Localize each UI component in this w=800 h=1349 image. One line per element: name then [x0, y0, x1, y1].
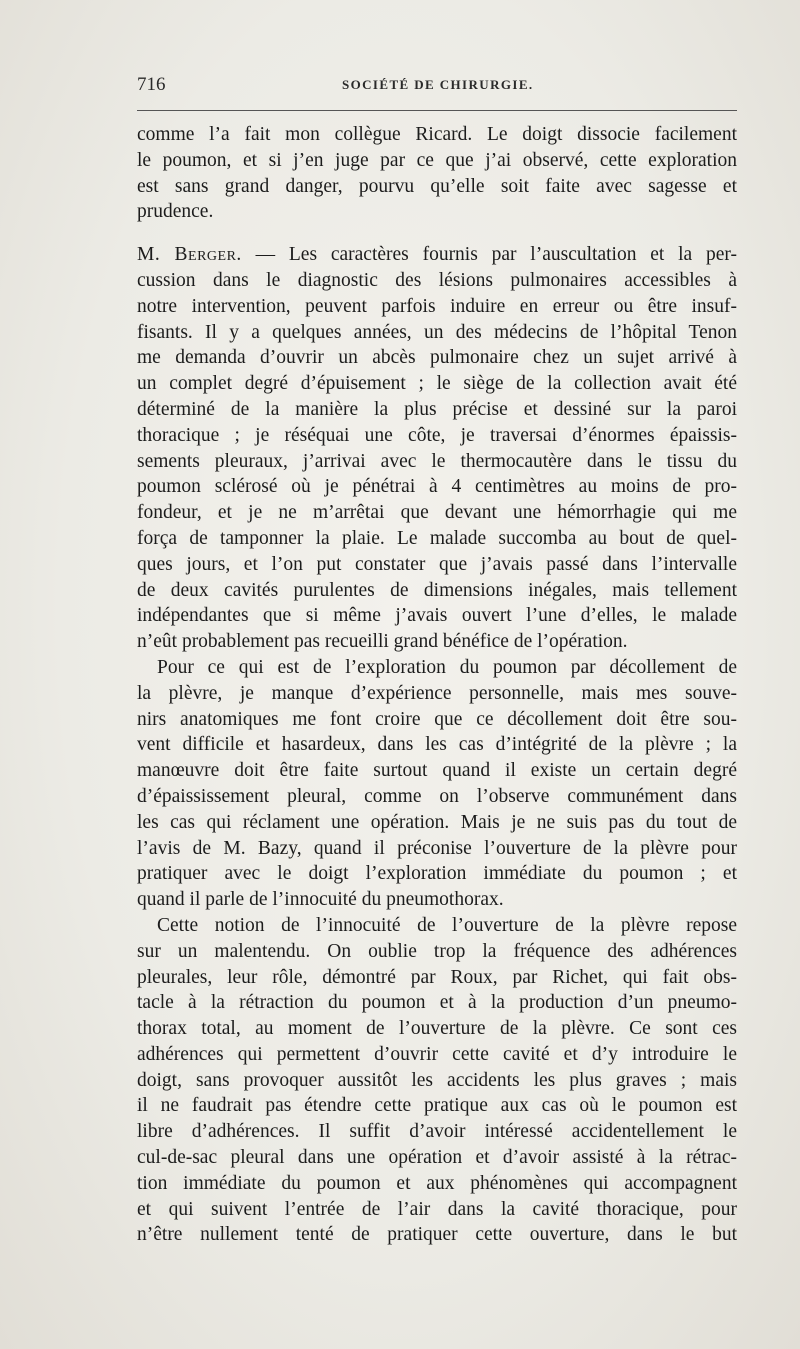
running-head: [137, 74, 737, 100]
text-line: quand il parle de l’innocuité du pneumothorax.: [137, 889, 504, 911]
page-number: 716: [137, 74, 166, 95]
text-line: fisants. Il y a quelques années, un des médecins de l’hôpital Tenon: [137, 321, 737, 343]
text-line: me demanda d’ouvrir un abcès pulmonaire chez un sujet arrivé à: [137, 347, 737, 369]
text-line: pratiquer avec le doigt l’exploration immédiate du poumon ; et: [137, 863, 737, 885]
text-line: notre intervention, peuvent parfois induire en erreur ou être insuf-: [137, 295, 737, 317]
text-line: de deux cavités purulentes de dimensions inégales, mais tellement: [137, 579, 737, 601]
text-line: sements pleuraux, j’arrivai avec le thermocautère dans le tissu du: [137, 450, 737, 472]
paragraph-2: [137, 242, 737, 655]
body-text: [137, 122, 737, 1248]
text-line: l’avis de M. Bazy, quand il préconise l’ouverture de la plèvre pour: [137, 837, 737, 859]
text-run: — Les caractères fournis par l’auscultation et la per-: [241, 244, 737, 266]
text-line: sur un malentendu. On oublie trop la fréquence des adhérences: [137, 940, 737, 962]
text-line: Pour ce qui est de l’exploration du poumon par décollement de: [157, 656, 737, 678]
text-line: il ne faudrait pas étendre cette pratique aux cas où le poumon est: [137, 1095, 737, 1117]
text-line: cussion dans le diagnostic des lésions pulmonaires accessibles à: [137, 269, 737, 291]
paragraph-4: [137, 913, 737, 1248]
text-line: manœuvre doit être faite surtout quand il existe un certain degré: [137, 760, 737, 782]
text-line: prudence.: [137, 201, 214, 223]
text-line: le poumon, et si j’en juge par ce que j’ai observé, cette exploration: [137, 149, 737, 171]
text-line: n’eût probablement pas recueilli grand bénéfice de l’opération.: [137, 631, 628, 653]
text-line: libre d’adhérences. Il suffit d’avoir intéressé accidentellement le: [137, 1121, 737, 1143]
text-line: tacle à la rétraction du poumon et à la production d’un pneumo-: [137, 992, 737, 1014]
header-rule: [137, 110, 737, 111]
text-line: nirs anatomiques me font croire que ce décollement doit être sou-: [137, 708, 737, 730]
text-line: et qui suivent l’entrée de l’air dans la cavité thoracique, pour: [137, 1198, 737, 1220]
paragraph-3: [137, 655, 737, 913]
text-line: les cas qui réclament une opération. Mais je ne suis pas du tout de: [137, 811, 737, 833]
text-line: thoracique ; je réséquai une côte, je traversai d’énormes épaissis-: [137, 424, 737, 446]
text-line: est sans grand danger, pourvu qu’elle soit faite avec sagesse et: [137, 175, 737, 197]
text-line: thorax total, au moment de l’ouverture de la plèvre. Ce sont ces: [137, 1018, 737, 1040]
text-line: ques jours, et l’on put constater que j’avais passé dans l’intervalle: [137, 553, 737, 575]
text-line: pleurales, leur rôle, démontré par Roux, par Richet, qui fait obs-: [137, 966, 737, 988]
paragraph-1: [137, 122, 737, 225]
text-line: fondeur, et je ne m’arrêtai que devant une hémorrhagie qui me: [137, 502, 737, 524]
text-line: un complet degré d’épuisement ; le siège de la collection avait été: [137, 373, 737, 395]
text-line: poumon sclérosé où je pénétrai à 4 centimètres au moins de pro-: [137, 476, 737, 498]
running-title: SOCIÉTÉ DE CHIRURGIE.: [342, 77, 534, 92]
text-line: adhérences qui permettent d’ouvrir cette cavité et d’y introduire le: [137, 1043, 737, 1065]
text-line: vent difficile et hasardeux, dans les cas d’intégrité de la plèvre ; la: [137, 734, 737, 756]
speaker-name: M. Berger.: [137, 244, 242, 266]
text-line: tion immédiate du poumon et aux phénomènes qui accompagnent: [137, 1172, 737, 1194]
text-line: força de tamponner la plaie. Le malade succomba au bout de quel-: [137, 527, 737, 549]
text-line: indépendantes que si même j’avais ouvert l’une d’elles, le malade: [137, 605, 737, 627]
text-line: déterminé de la manière la plus précise et dessiné sur la paroi: [137, 398, 737, 420]
text-line: comme l’a fait mon collègue Ricard. Le doigt dissocie facilement: [137, 124, 737, 145]
text-line: cul-de-sac pleural dans une opération et d’avoir assisté à la rétrac-: [137, 1147, 737, 1169]
text-line: n’être nullement tenté de pratiquer cette ouverture, dans le but: [137, 1224, 737, 1246]
text-line: Cette notion de l’innocuité de l’ouverture de la plèvre repose: [157, 914, 737, 936]
paragraph-gap: [137, 225, 737, 242]
text-line: la plèvre, je manque d’expérience personnelle, mais mes souve-: [137, 682, 737, 704]
text-line: doigt, sans provoquer aussitôt les accidents les plus graves ; mais: [137, 1069, 737, 1091]
text-line: [137, 242, 737, 268]
text-line: d’épaississement pleural, comme on l’observe communément dans: [137, 785, 737, 807]
